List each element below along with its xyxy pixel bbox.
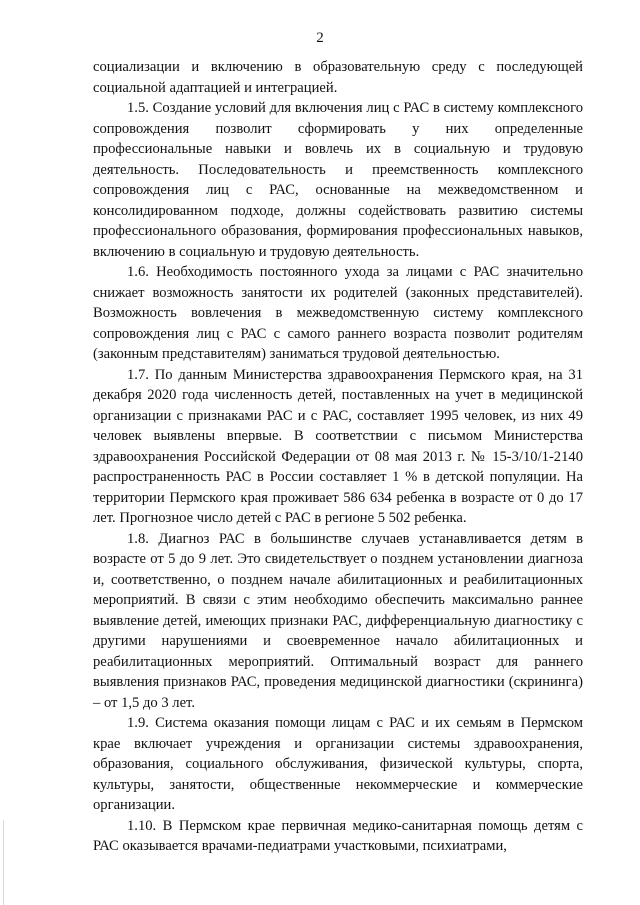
scan-edge-line [3,820,4,905]
paragraph-1-7: 1.7. По данным Министерства здравоохранения Пермского края, на 31 декабря 2020 года численность детей, поставленных на учет в медицинской организации с признаками РАС и с РАС, составляет 1995 человек, из них 49 человек выявлены впервые. В соответствии с письмом Министерства здравоохранения Российской Федерации от 08 мая 2013 г. № 15-3/10/1-2140 распространенность РАС в России составляет 1 % в детской популяции. На территории Пермского края проживает 586 634 ребенка в возрасте от 0 до 17 лет. Прогнозное число детей с РАС в регионе 5 502 ребенка. [93,366,583,526]
paragraph-1-6: 1.6. Необходимость постоянного ухода за лицами с РАС значительно снижает возможность занятости их родителей (законных представителей). Возможность вовлечения в межведомственную систему комплексного сопровождения лиц с РАС с самого раннего возраста позволит родителям (законным представителям) заниматься трудовой деятельностью. [93,264,583,362]
paragraph-1-10: 1.10. В Пермском крае первичная медико-санитарная помощь детям с РАС оказывается врачами-педиатрами участковыми, психиатрами, [93,817,583,854]
paragraph-1-5: 1.5. Создание условий для включения лиц с РАС в систему комплексного сопровождения позволит сформировать у них определенные профессиональные навыки и вовлечь их в социальную и трудовую деятельность. Последовательность и преемственность комплексного сопровождения лиц с РАС, основанные на межведомственном и консолидированном подходе, должны содействовать развитию системы профессионального образования, формирования профессиональных навыков, включению в социальную и трудовую деятельность. [93,100,583,260]
paragraph-continuation: социализации и включению в образовательную среду с последующей социальной адаптацией и интеграцией. [93,59,583,96]
paragraph-1-9: 1.9. Система оказания помощи лицам с РАС и их семьям в Пермском крае включает учреждения и организации системы здравоохранения, образования, социального обслуживания, физической культуры, спорта, культуры, занятости, общественные некоммерческие и коммерческие организации. [93,715,583,813]
paragraph-1-8: 1.8. Диагноз РАС в большинстве случаев устанавливается детям в возрасте от 5 до 9 лет. Это свидетельствует о позднем установлении диагноза и, соответственно, о позднем начале абилитационных и реабилитационных мероприятий. В связи с этим необходимо обеспечить максимально раннее выявление детей, имеющих признаки РАС, дифференциальную диагностику с другими нарушениями и своевременное начало абилитационных и реабилитационных мероприятий. Оптимальный возраст для раннего выявления признаков РАС, проведения медицинской диагностики (скрининга) – от 1,5 до 3 лет. [93,530,583,711]
document-body [93,57,583,857]
page-number: 2 [316,30,324,46]
